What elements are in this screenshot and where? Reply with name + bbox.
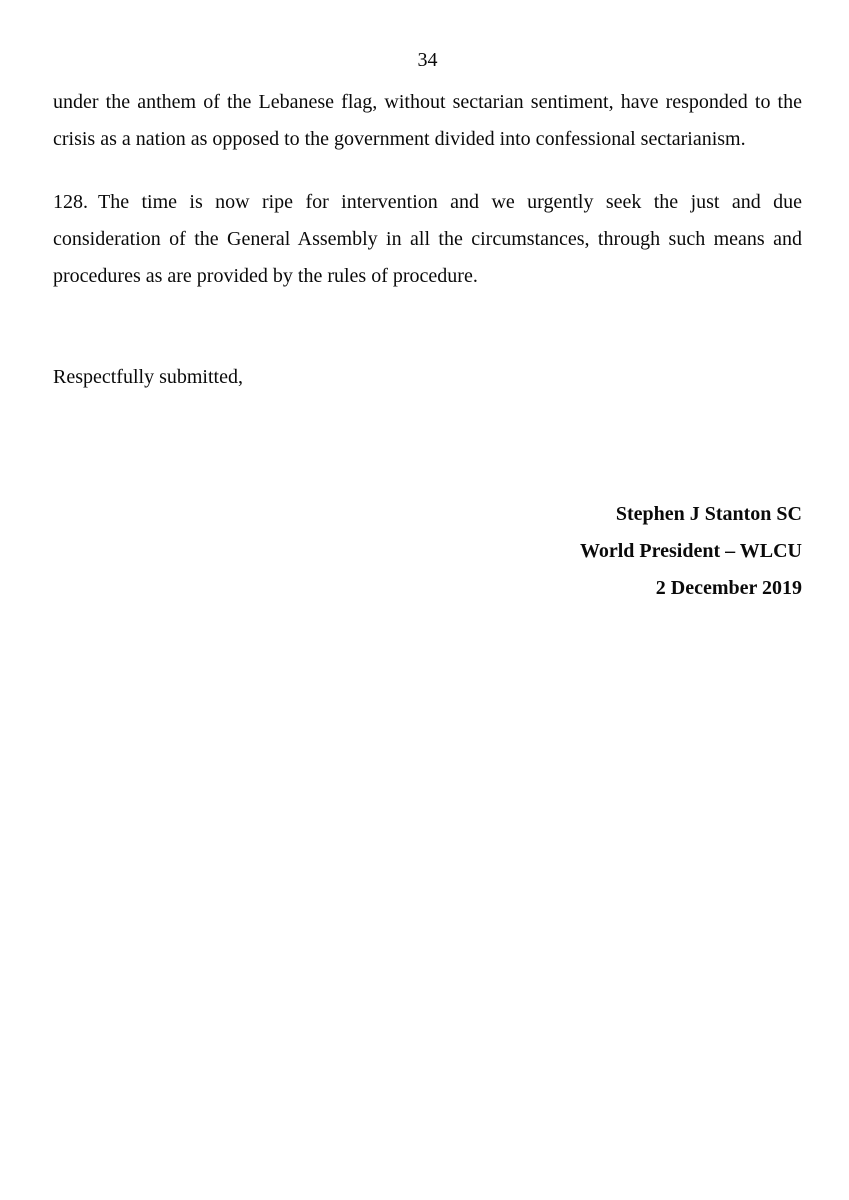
page-number: 34 <box>417 49 438 71</box>
signature-block <box>53 496 802 607</box>
body-paragraph-1 <box>53 84 802 158</box>
paragraph-line: under the anthem of the Lebanese flag, without sectarian sentiment, have responded to the <box>53 91 802 113</box>
signatory-name: Stephen J Stanton SC <box>615 503 802 525</box>
signature-date: 2 December 2019 <box>655 577 802 599</box>
signatory-title: World President – WLCU <box>579 540 802 562</box>
closing-line: Respectfully submitted, <box>53 366 243 388</box>
body-paragraph-2 <box>53 184 802 295</box>
paragraph-line: 128. The time is now ripe for intervention and we urgently seek the just and due <box>53 191 802 213</box>
paragraph-line: crisis as a nation as opposed to the government divided into confessional sectarianism. <box>53 128 746 150</box>
paragraph-line: procedures as are provided by the rules of procedure. <box>53 265 478 287</box>
paragraph-line: consideration of the General Assembly in all the circumstances, through such means and <box>53 228 802 250</box>
